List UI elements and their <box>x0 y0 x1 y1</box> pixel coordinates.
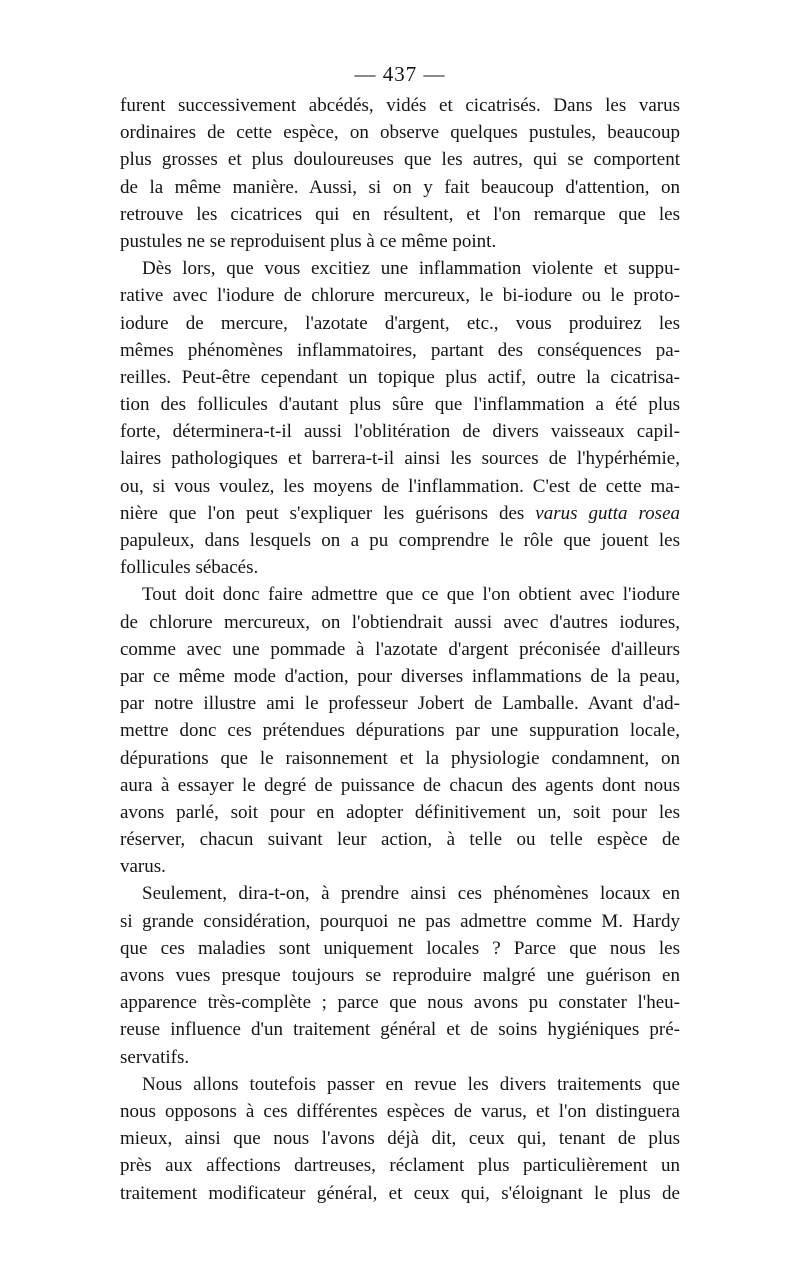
text-line: pustules ne se reproduisent plus à ce même point. <box>120 230 497 252</box>
text-line: traitement modificateur général, et ceux qui, s'éloignant le plus de <box>120 1182 680 1204</box>
text-line: papuleux, dans lesquels on a pu comprendre le rôle que jouent les <box>120 530 680 551</box>
text-line: de chlorure mercureux, on l'obtiendrait aussi avec d'autres iodures, <box>120 611 680 633</box>
text-line: comme avec une pommade à l'azotate d'argent préconisée d'ailleurs <box>120 638 680 660</box>
text-line: reilles. Peut-être cependant un topique plus actif, outre la cicatrisa- <box>120 366 680 388</box>
page-number: — 437 — <box>354 62 446 86</box>
text-line: plus grosses et plus douloureuses que les autres, qui se comportent <box>120 149 680 171</box>
text-line: dépurations que le raisonnement et la physiologie condamnent, on <box>120 747 680 769</box>
text-line: aura à essayer le degré de puissance de chacun des agents dont nous <box>120 774 680 796</box>
text-line: ou, si vous voulez, les moyens de l'inflammation. C'est de cette ma- <box>120 475 680 497</box>
text-line: près aux affections dartreuses, réclament plus particulièrement un <box>120 1155 680 1177</box>
text-line: mieux, ainsi que nous l'avons déjà dit, ceux qui, tenant de plus <box>120 1128 680 1150</box>
text-line: tion des follicules d'autant plus sûre que l'inflammation a été plus <box>120 394 680 416</box>
text-line: furent successivement abcédés, vidés et cicatrisés. Dans les varus <box>120 95 680 116</box>
text-line: mêmes phénomènes inflammatoires, partant des conséquences pa- <box>120 339 680 361</box>
body-text <box>120 92 680 1207</box>
text-line: nous opposons à ces différentes espèces de varus, et l'on distinguera <box>120 1100 680 1122</box>
text-segment: nière que l'on peut s'expliquer les guérisons des <box>120 502 536 524</box>
text-line: servatifs. <box>120 1046 190 1068</box>
italic-term: varus gutta rosea <box>535 502 681 524</box>
text-line: retrouve les cicatrices qui en résultent, et l'on remarque que les <box>120 203 680 225</box>
text-line: Seulement, dira-t-on, à prendre ainsi ces phénomènes locaux en <box>142 883 680 905</box>
text-line: Tout doit donc faire admettre que ce que l'on obtient avec l'iodure <box>142 584 680 606</box>
text-line: iodure de mercure, l'azotate d'argent, etc., vous produirez les <box>120 312 680 334</box>
text-line: ordinaires de cette espèce, on observe quelques pustules, beaucoup <box>120 122 680 144</box>
text-line: Dès lors, que vous excitiez une inflammation violente et suppu- <box>142 258 680 280</box>
text-line: varus. <box>120 856 166 878</box>
text-line: que ces maladies sont uniquement locales ? Parce que nous les <box>120 937 680 959</box>
text-line: de la même manière. Aussi, si on y fait beaucoup d'attention, on <box>120 176 680 198</box>
text-line: Nous allons toutefois passer en revue les divers traitements que <box>142 1073 680 1095</box>
text-line: avons vues presque toujours se reproduire malgré une guérison en <box>120 965 680 986</box>
text-line: rative avec l'iodure de chlorure mercureux, le bi-iodure ou le proto- <box>120 285 680 307</box>
text-line: laires pathologiques et barrera-t-il ainsi les sources de l'hypérhémie, <box>120 448 680 470</box>
text-line: avons parlé, soit pour en adopter définitivement un, soit pour les <box>120 801 680 823</box>
text-line: par notre illustre ami le professeur Jobert de Lamballe. Avant d'ad- <box>120 693 680 715</box>
text-line: par ce même mode d'action, pour diverses inflammations de la peau, <box>120 665 680 687</box>
text-line: mettre donc ces prétendues dépurations par une suppuration locale, <box>120 720 680 742</box>
text-line: si grande considération, pourquoi ne pas admettre comme M. Hardy <box>120 910 680 932</box>
text-line: forte, déterminera-t-il aussi l'oblitération de divers vaisseaux capil- <box>120 421 680 443</box>
text-line: apparence très-complète ; parce que nous avons pu constater l'heu- <box>120 992 680 1014</box>
text-line: réserver, chacun suivant leur action, à telle ou telle espèce de <box>120 829 680 851</box>
text-line: reuse influence d'un traitement général et de soins hygiéniques pré- <box>120 1019 680 1041</box>
text-line <box>120 500 680 527</box>
text-line: follicules sébacés. <box>120 557 259 579</box>
